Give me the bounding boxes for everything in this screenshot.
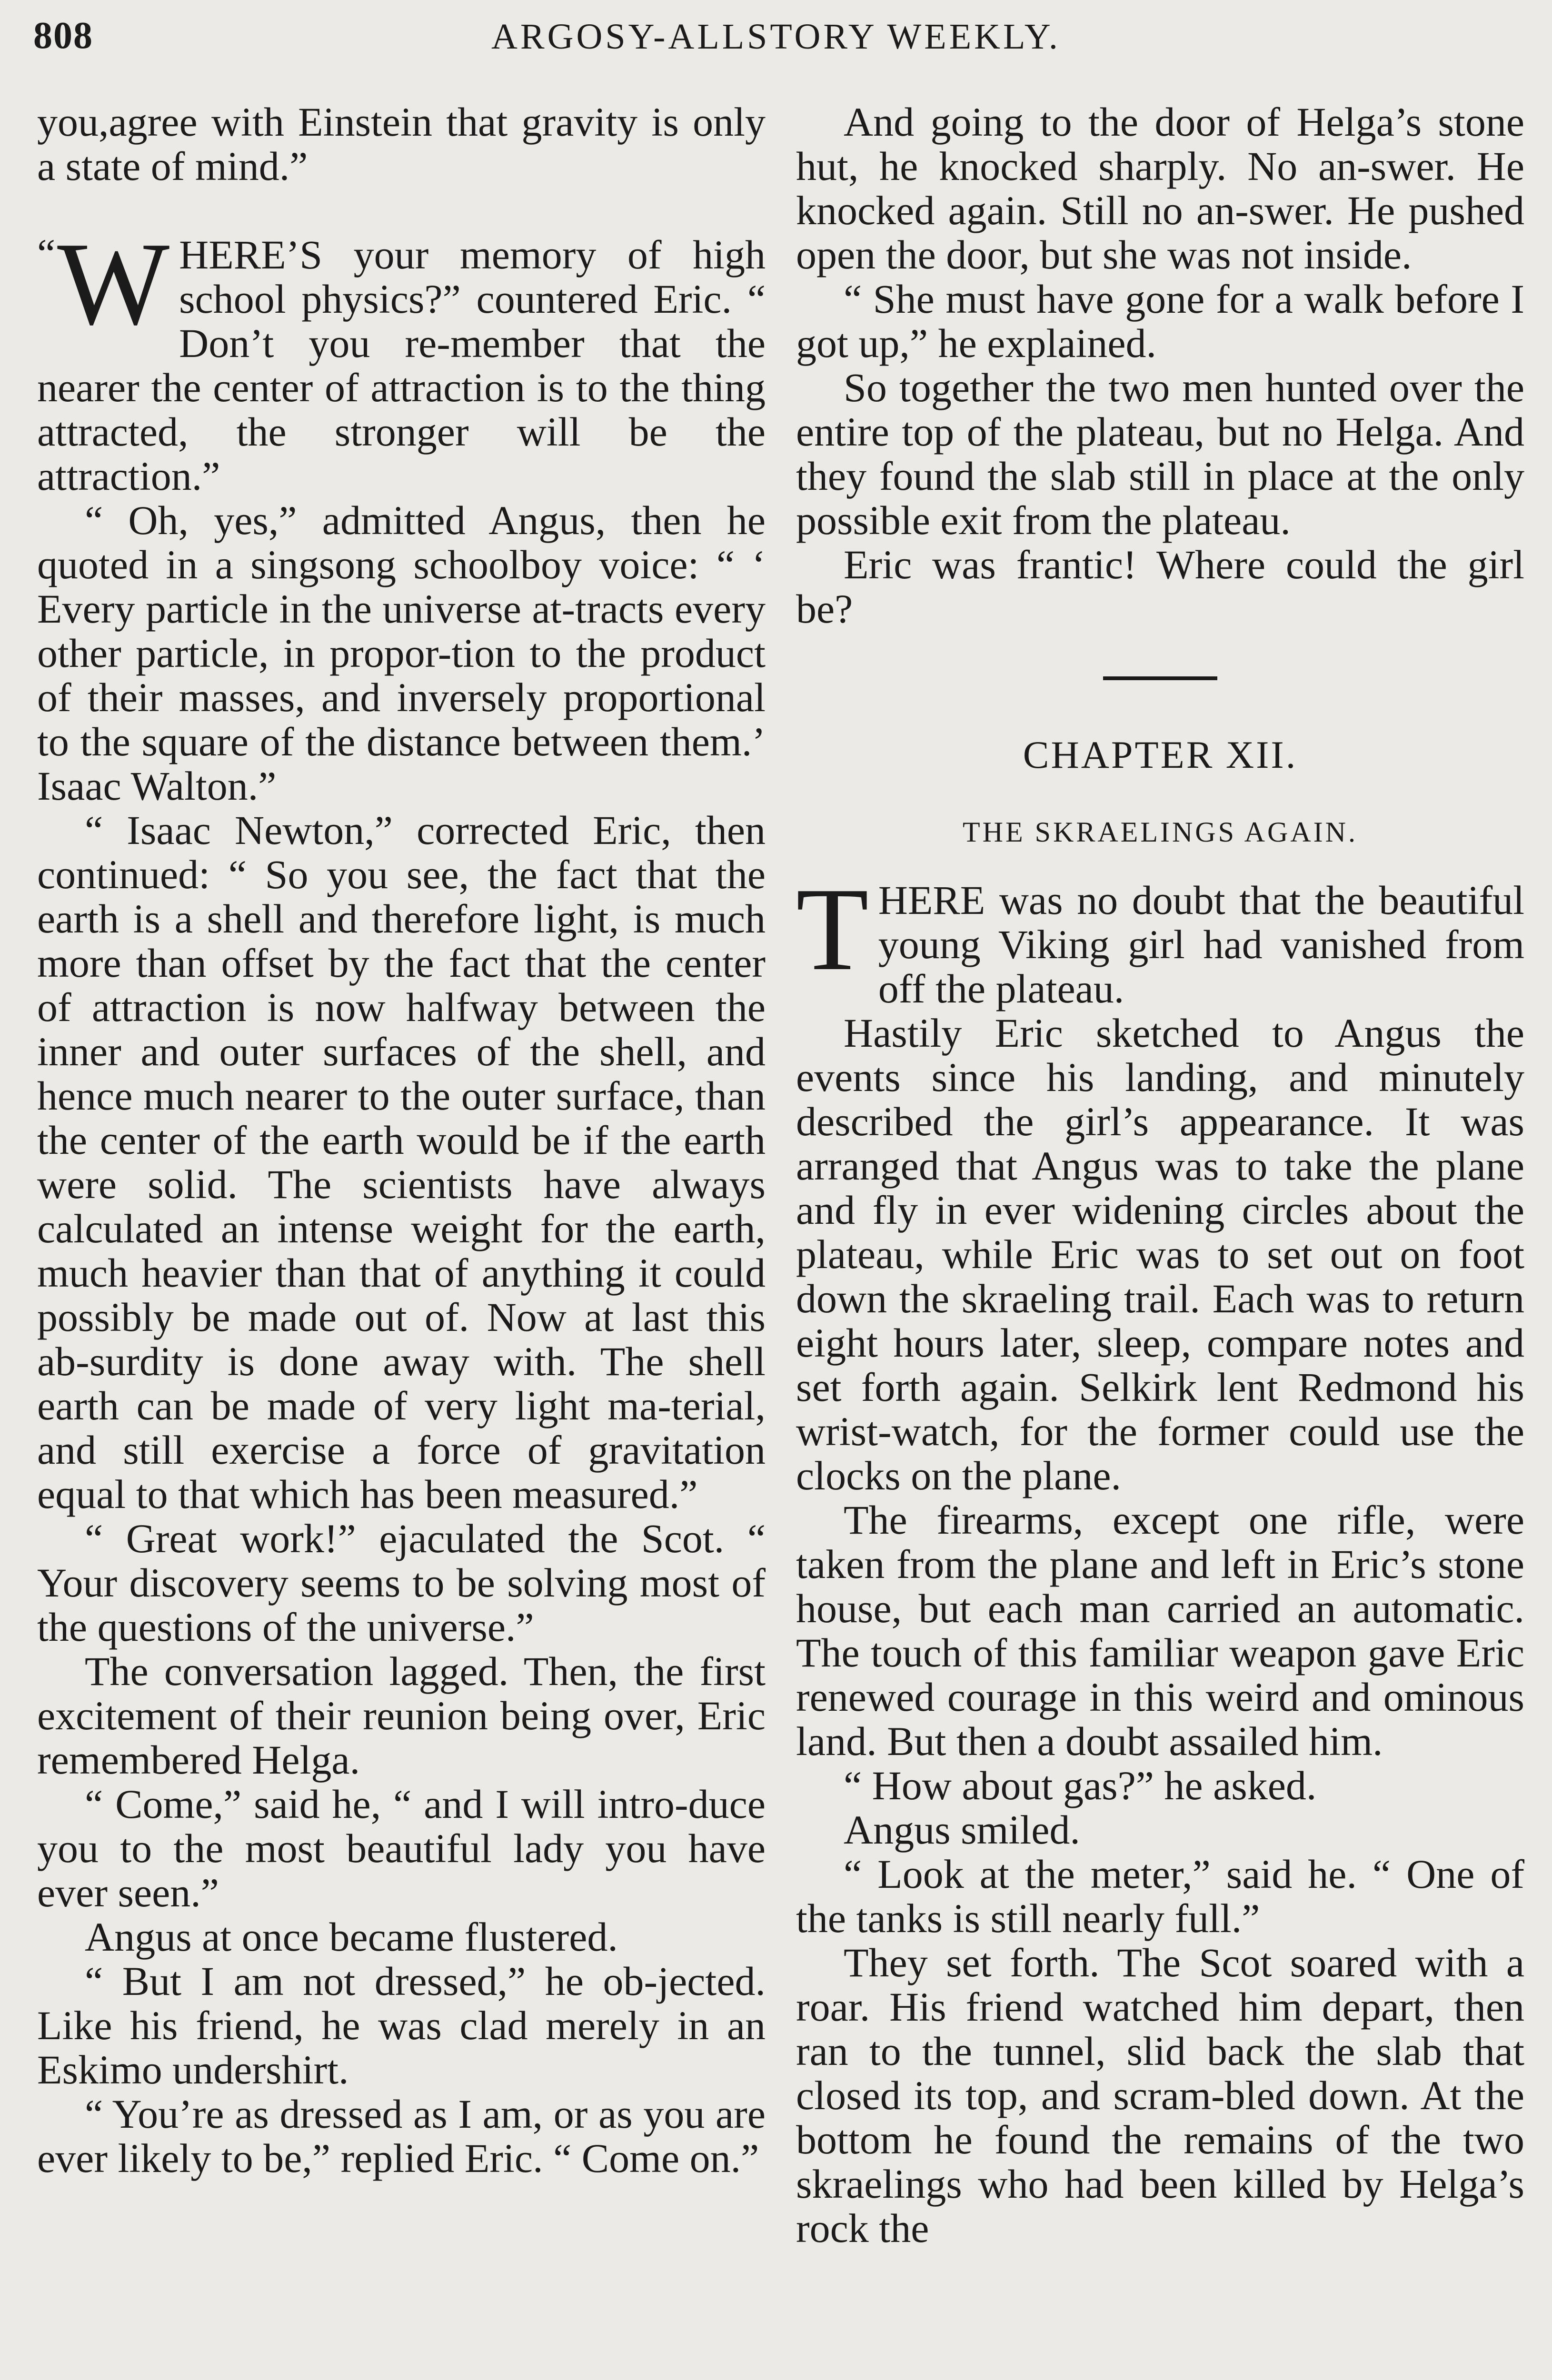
drop-cap-letter: W	[57, 218, 170, 350]
left-column	[37, 100, 766, 2181]
running-title: ARGOSY-ALLSTORY WEEKLY.	[491, 17, 1061, 57]
paragraph: “ Oh, yes,” admitted Angus, then he quoted in a singsong schoolboy voice: “ ‘ Every particle in the universe at-tracts every other particle, in propor-tion to the product of their masses, and inversely proportional to the square of the distance between them.’ Isaac Walton.”	[37, 497, 766, 809]
paragraph: “ She must have gone for a walk before I got up,” he explained.	[796, 276, 1524, 366]
paragraph: Hastily Eric sketched to Angus the events since his landing, and minutely described the girl’s appearance. It was arranged that Angus was to take the plane and fly in ever widening circles about the plateau, while Eric was to set out on foot down the skraeling trail. Each was to return eight hours later, sleep, compare notes and set forth again. Selkirk lent Redmond his wrist-watch, for the former could use the clocks on the plane.	[796, 1010, 1524, 1498]
paragraph: “ But I am not dressed,” he ob-jected. Like his friend, he was clad merely in an Eskimo undershirt.	[37, 1958, 766, 2092]
paragraph: They set forth. The Scot soared with a roar. His friend watched him depart, then ran to the tunnel, slid back the slab that closed its top, and scram-bled down. At the bottom he found the remains of the two skraelings who had been killed by Helga’s rock the	[796, 1940, 1524, 2251]
right-column	[796, 100, 1524, 2251]
chapter-title: CHAPTER XII.	[1023, 733, 1298, 776]
paragraph: “ Isaac Newton,” corrected Eric, then continued: “ So you see, the fact that the earth is a shell and therefore light, is much more than offset by the fact that the center of attraction is now halfway between the inner and outer surfaces of the shell, and hence much nearer to the outer surface, than the center of the earth would be if the earth were solid. The scientists have always calculated an intense weight for the earth, much heavier than that of anything it could possibly be made out of. Now at last this ab-surdity is done away with. The shell earth can be made of very light ma-terial, and still exercise a force of gravitation equal to that which has been measured.”	[37, 807, 766, 1517]
page-header	[33, 14, 1519, 67]
paragraph: “ How about gas?” he asked.	[844, 1763, 1317, 1808]
paragraph: And going to the door of Helga’s stone hut, he knocked sharply. No an-swer. He knocked again. Still no an-swer. He pushed open the door, but she was not inside.	[796, 99, 1524, 278]
paragraph: “ Look at the meter,” said he. “ One of the tanks is still nearly full.”	[796, 1851, 1524, 1941]
paragraph: Angus smiled.	[844, 1807, 1080, 1853]
paragraph: Angus at once became flustered.	[85, 1914, 618, 1960]
page-number: 808	[33, 15, 93, 57]
paragraph: “ Come,” said he, “ and I will intro-duce you to the most beautiful lady you have ever seen.”	[37, 1781, 766, 1915]
paragraph: you,agree with Einstein that gravity is only a state of mind.”	[37, 99, 766, 189]
section-separator-rule	[1103, 676, 1217, 680]
opening-quote: “	[37, 230, 56, 276]
paragraph: So together the two men hunted over the entire top of the plateau, but no Helga. And they found the slab still in place at the only possible exit from the plateau.	[796, 365, 1524, 543]
dropcap-paragraph	[796, 863, 1524, 1012]
drop-cap-letter: T	[796, 863, 869, 995]
dropcap-paragraph	[37, 218, 766, 499]
paragraph: The conversation lagged. Then, the first excitement of their reunion being over, Eric remembered Helga.	[37, 1648, 766, 1783]
paragraph-text: HERE’S your memory of high school physics?” countered Eric. “ Don’t you re-member that the nearer the center of attraction is to the thing attracted, the stronger will be the attraction.”	[37, 232, 766, 499]
chapter-subtitle: THE SKRAELINGS AGAIN.	[963, 816, 1358, 848]
paragraph: The firearms, except one rifle, were taken from the plane and left in Eric’s stone house, but each man carried an automatic. The touch of this familiar weapon gave Eric renewed courage in this weird and ominous land. But then a doubt assailed him.	[796, 1497, 1524, 1764]
paragraph: “ Great work!” ejaculated the Scot. “ Your discovery seems to be solving most of the questions of the universe.”	[37, 1516, 766, 1650]
paragraph: “ You’re as dressed as I am, or as you are ever likely to be,” replied Eric. “ Come on.”	[37, 2091, 766, 2181]
paragraph-text: HERE was no doubt that the beautiful young Viking girl had vanished from off the plateau.	[878, 877, 1524, 1012]
paragraph: Eric was frantic! Where could the girl be?	[796, 542, 1524, 632]
